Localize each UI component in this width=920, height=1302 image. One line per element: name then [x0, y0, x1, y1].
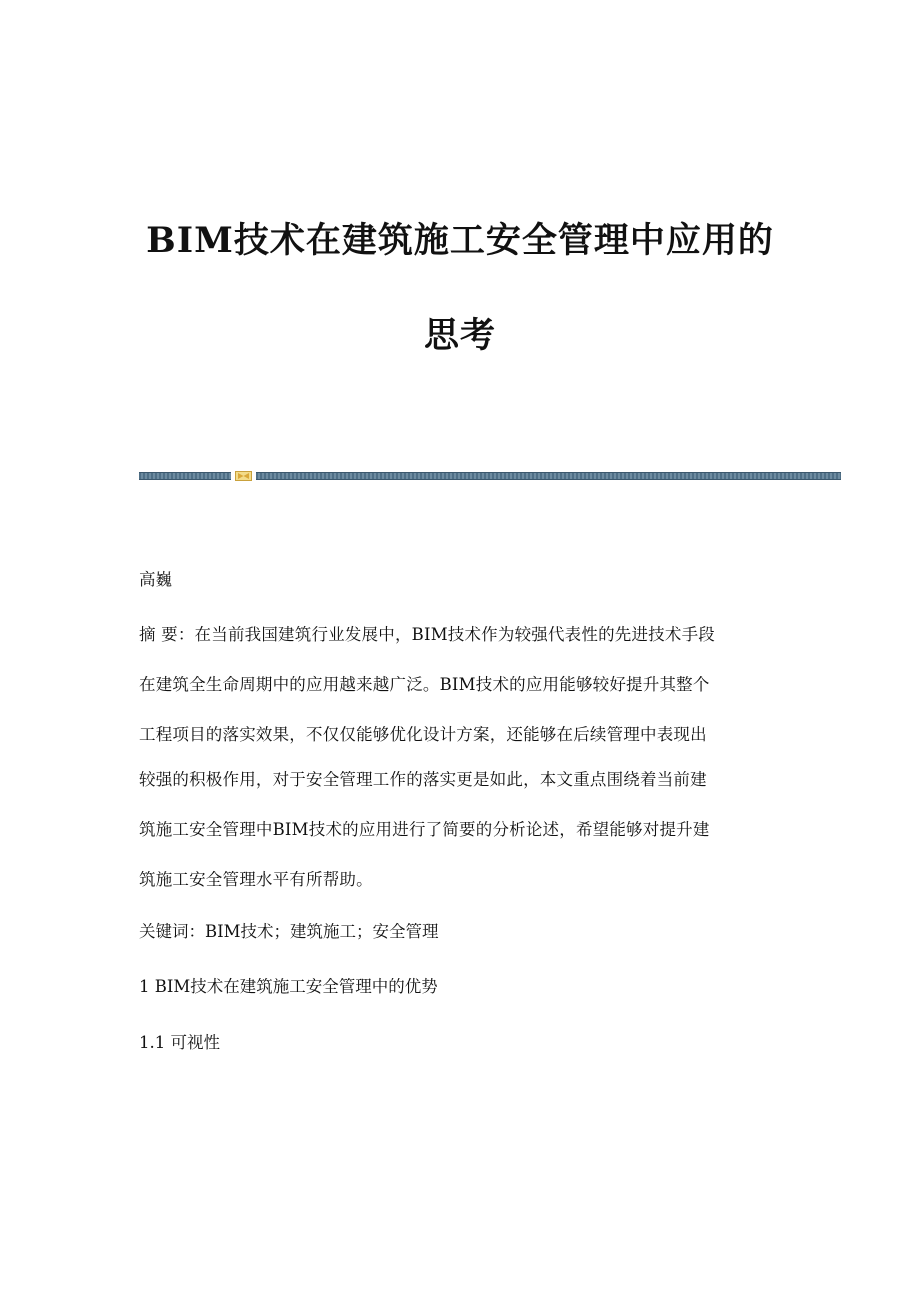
- abstract-line-2: 在建筑全生命周期中的应用越来越广泛。BIM技术的应用能够较好提升其整个: [139, 675, 710, 694]
- divider-bar-left: [139, 472, 231, 480]
- document-title-line-1: BIM技术在建筑施工安全管理中应用的: [146, 220, 774, 261]
- title-divider: [139, 471, 841, 481]
- author-name: 高巍: [139, 570, 172, 589]
- abstract-line-3: 工程项目的落实效果，不仅仅能够优化设计方案，还能够在后续管理中表现出: [139, 725, 707, 744]
- keywords: 关键词：BIM技术；建筑施工；安全管理: [139, 922, 439, 941]
- section-heading-1-1: 1.1 可视性: [139, 1033, 220, 1052]
- abstract-line-5: 筑施工安全管理中BIM技术的应用进行了简要的分析论述，希望能够对提升建: [139, 820, 710, 839]
- document-title-line-2: 思考: [423, 315, 496, 356]
- abstract-line-1: 摘 要：在当前我国建筑行业发展中，BIM技术作为较强代表性的先进技术手段: [139, 625, 715, 644]
- abstract-line-4: 较强的积极作用，对于安全管理工作的落实更是如此，本文重点围绕着当前建: [139, 770, 707, 789]
- section-heading-1: 1 BIM技术在建筑施工安全管理中的优势: [139, 977, 438, 996]
- abstract-line-6: 筑施工安全管理水平有所帮助。: [139, 870, 373, 889]
- divider-bar-right: [256, 472, 841, 480]
- divider-ornament-icon: [235, 471, 252, 481]
